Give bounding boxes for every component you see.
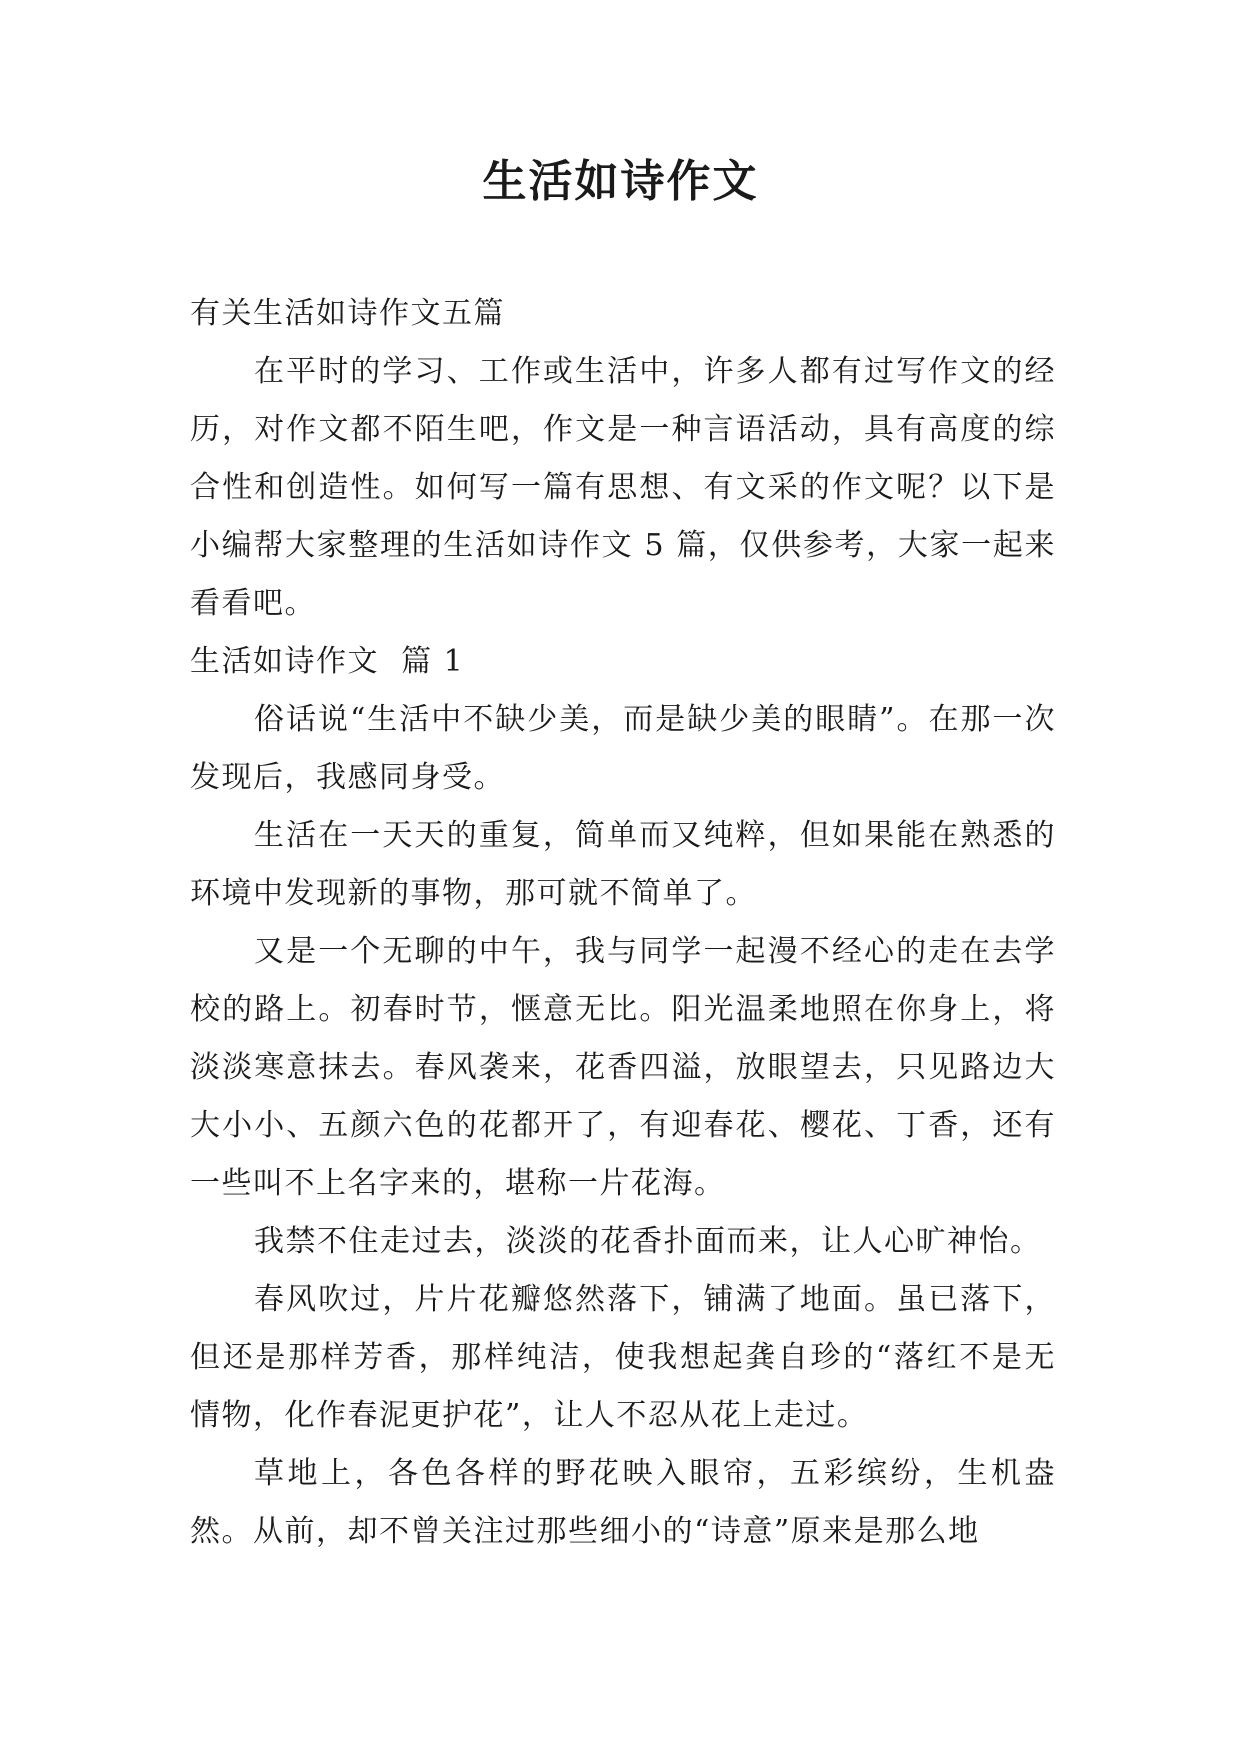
body-paragraph: 我禁不住走过去，淡淡的花香扑面而来，让人心旷神怡。: [254, 1224, 1042, 1259]
document-title: 生活如诗作文: [482, 156, 759, 207]
body-paragraph: 俗话说“生活中不缺少美，而是缺少美的眼睛”。在那一次发现后，我感同身受。: [190, 702, 1056, 795]
body-paragraph: 春风吹过，片片花瓣悠然落下，铺满了地面。虽已落下，但还是那样芳香，那样纯洁，使我想起龚自珍的“落红不是无情物，化作春泥更护花”，让人不忍从花上走过。: [190, 1282, 1056, 1433]
body-paragraph: 生活在一天天的重复，简单而又纯粹，但如果能在熟悉的环境中发现新的事物，那可就不简单了。: [190, 818, 1056, 911]
body-paragraph: 草地上，各色各样的野花映入眼帘，五彩缤纷，生机盎然。从前，却不曾关注过那些细小的“诗意”原来是那么地: [190, 1456, 1056, 1549]
section-heading: 生活如诗作文 篇 1: [190, 644, 465, 679]
body-paragraph: 又是一个无聊的中午，我与同学一起漫不经心的走在去学校的路上。初春时节，惬意无比。阳光温柔地照在你身上，将淡淡寒意抹去。春风袭来，花香四溢，放眼望去，只见路边大大小小、五颜六色的花都开了，有迎春花、樱花、丁香，还有一些叫不上名字来的，堪称一片花海。: [190, 934, 1056, 1201]
document-body: [190, 285, 1056, 1561]
intro-paragraph: 在平时的学习、工作或生活中，许多人都有过写作文的经历，对作文都不陌生吧，作文是一种言语活动，具有高度的综合性和创造性。如何写一篇有思想、有文采的作文呢？以下是小编帮大家整理的生活如诗作文 5 篇，仅供参考，大家一起来看看吧。: [190, 354, 1056, 621]
subtitle: 有关生活如诗作文五篇: [190, 296, 505, 331]
